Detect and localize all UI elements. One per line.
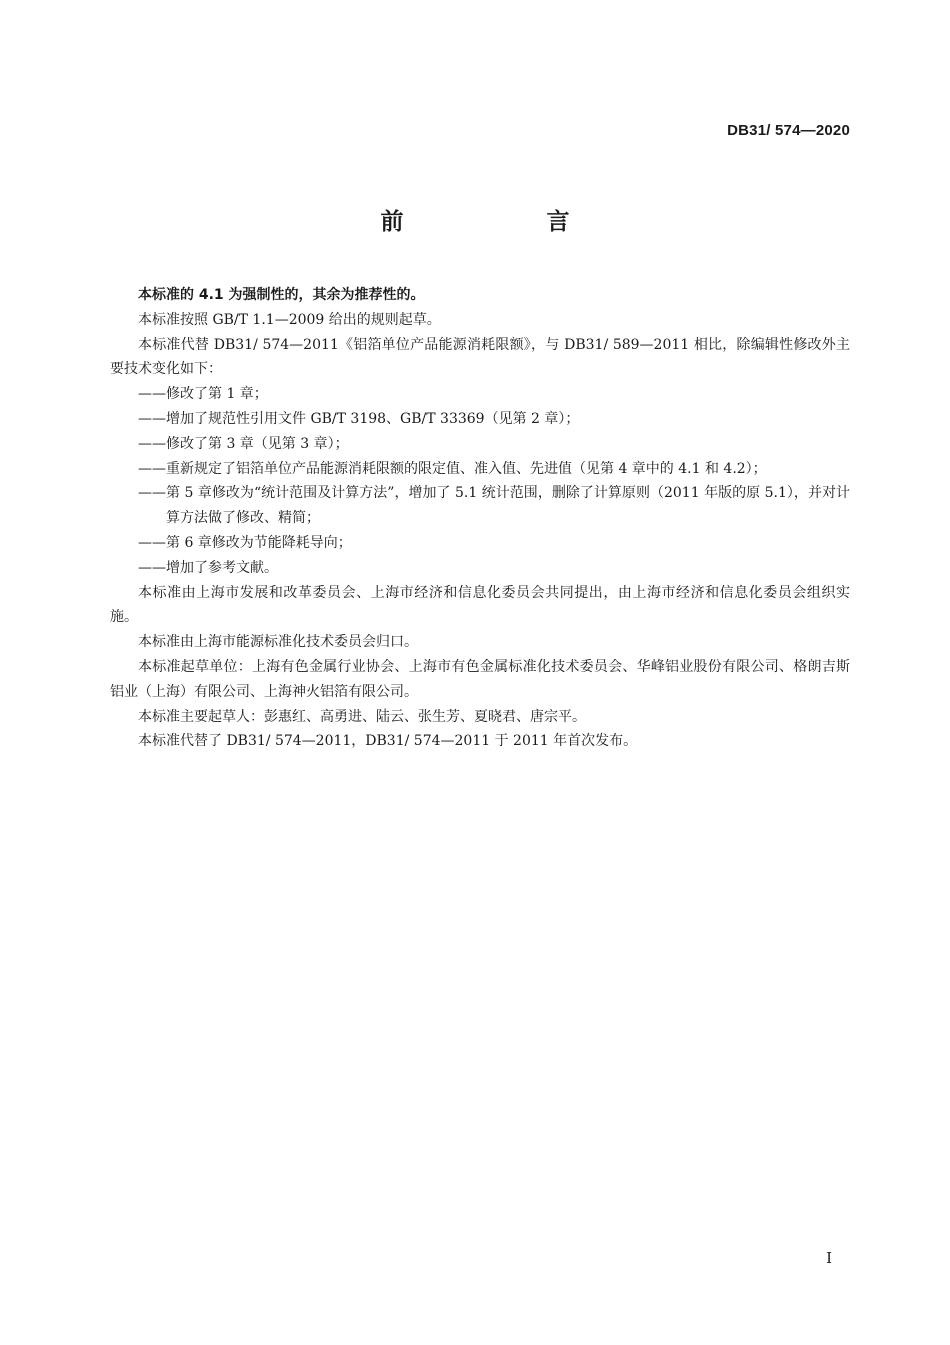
change-item: ——重新规定了铝箔单位产品能源消耗限额的限定值、准入值、先进值（见第 4 章中的 4.1 和 4.2）； (138, 460, 767, 477)
change-item: ——修改了第 1 章； (138, 386, 268, 403)
proposer-paragraph: 本标准由上海市发展和改革委员会、上海市经济和信息化委员会共同提出，由上海市经济和信息化委员会组织实施。 (110, 584, 850, 626)
page-number: I (826, 1249, 832, 1267)
drafters-paragraph: 本标准主要起草人：彭惠红、高勇进、陆云、张生芳、夏晓君、唐宗平。 (138, 708, 586, 725)
document-header-code: DB31/ 574—2020 (727, 122, 850, 139)
drafting-units-paragraph: 本标准起草单位：上海有色金属行业协会、上海市有色金属标准化技术委员会、华峰铝业股份有限公司、格朗吉斯铝业（上海）有限公司、上海神火铝箔有限公司。 (110, 658, 850, 700)
mandatory-clause-statement: 本标准的 4.1 为强制性的，其余为推荐性的。 (138, 287, 425, 303)
committee-paragraph: 本标准由上海市能源标准化技术委员会归口。 (138, 634, 418, 651)
change-item: ——第 6 章修改为节能降耗导向； (138, 534, 352, 551)
replacement-paragraph: 本标准代替 DB31/ 574—2011《铝箔单位产品能源消耗限额》，与 DB31/ 589—2011 相比，除编辑性修改外主要技术变化如下： (110, 336, 850, 378)
foreword-content (110, 283, 850, 754)
change-item: ——增加了规范性引用文件 GB/T 3198、GB/T 33369（见第 2 章）； (138, 410, 580, 427)
change-item: ——增加了参考文献。 (138, 559, 278, 576)
page-title: 前 言 (380, 209, 630, 235)
drafting-rules-paragraph: 本标准按照 GB/T 1.1—2009 给出的规则起草。 (138, 311, 441, 328)
change-item: ——第 5 章修改为“统计范围及计算方法”，增加了 5.1 统计范围，删除了计算原则（2011 年版的原 5.1），并对计算方法做了修改、精简； (138, 485, 850, 527)
history-paragraph: 本标准代替了 DB31/ 574—2011，DB31/ 574—2011 于 2011 年首次发布。 (138, 733, 638, 750)
change-item: ——修改了第 3 章（见第 3 章）； (138, 435, 349, 452)
